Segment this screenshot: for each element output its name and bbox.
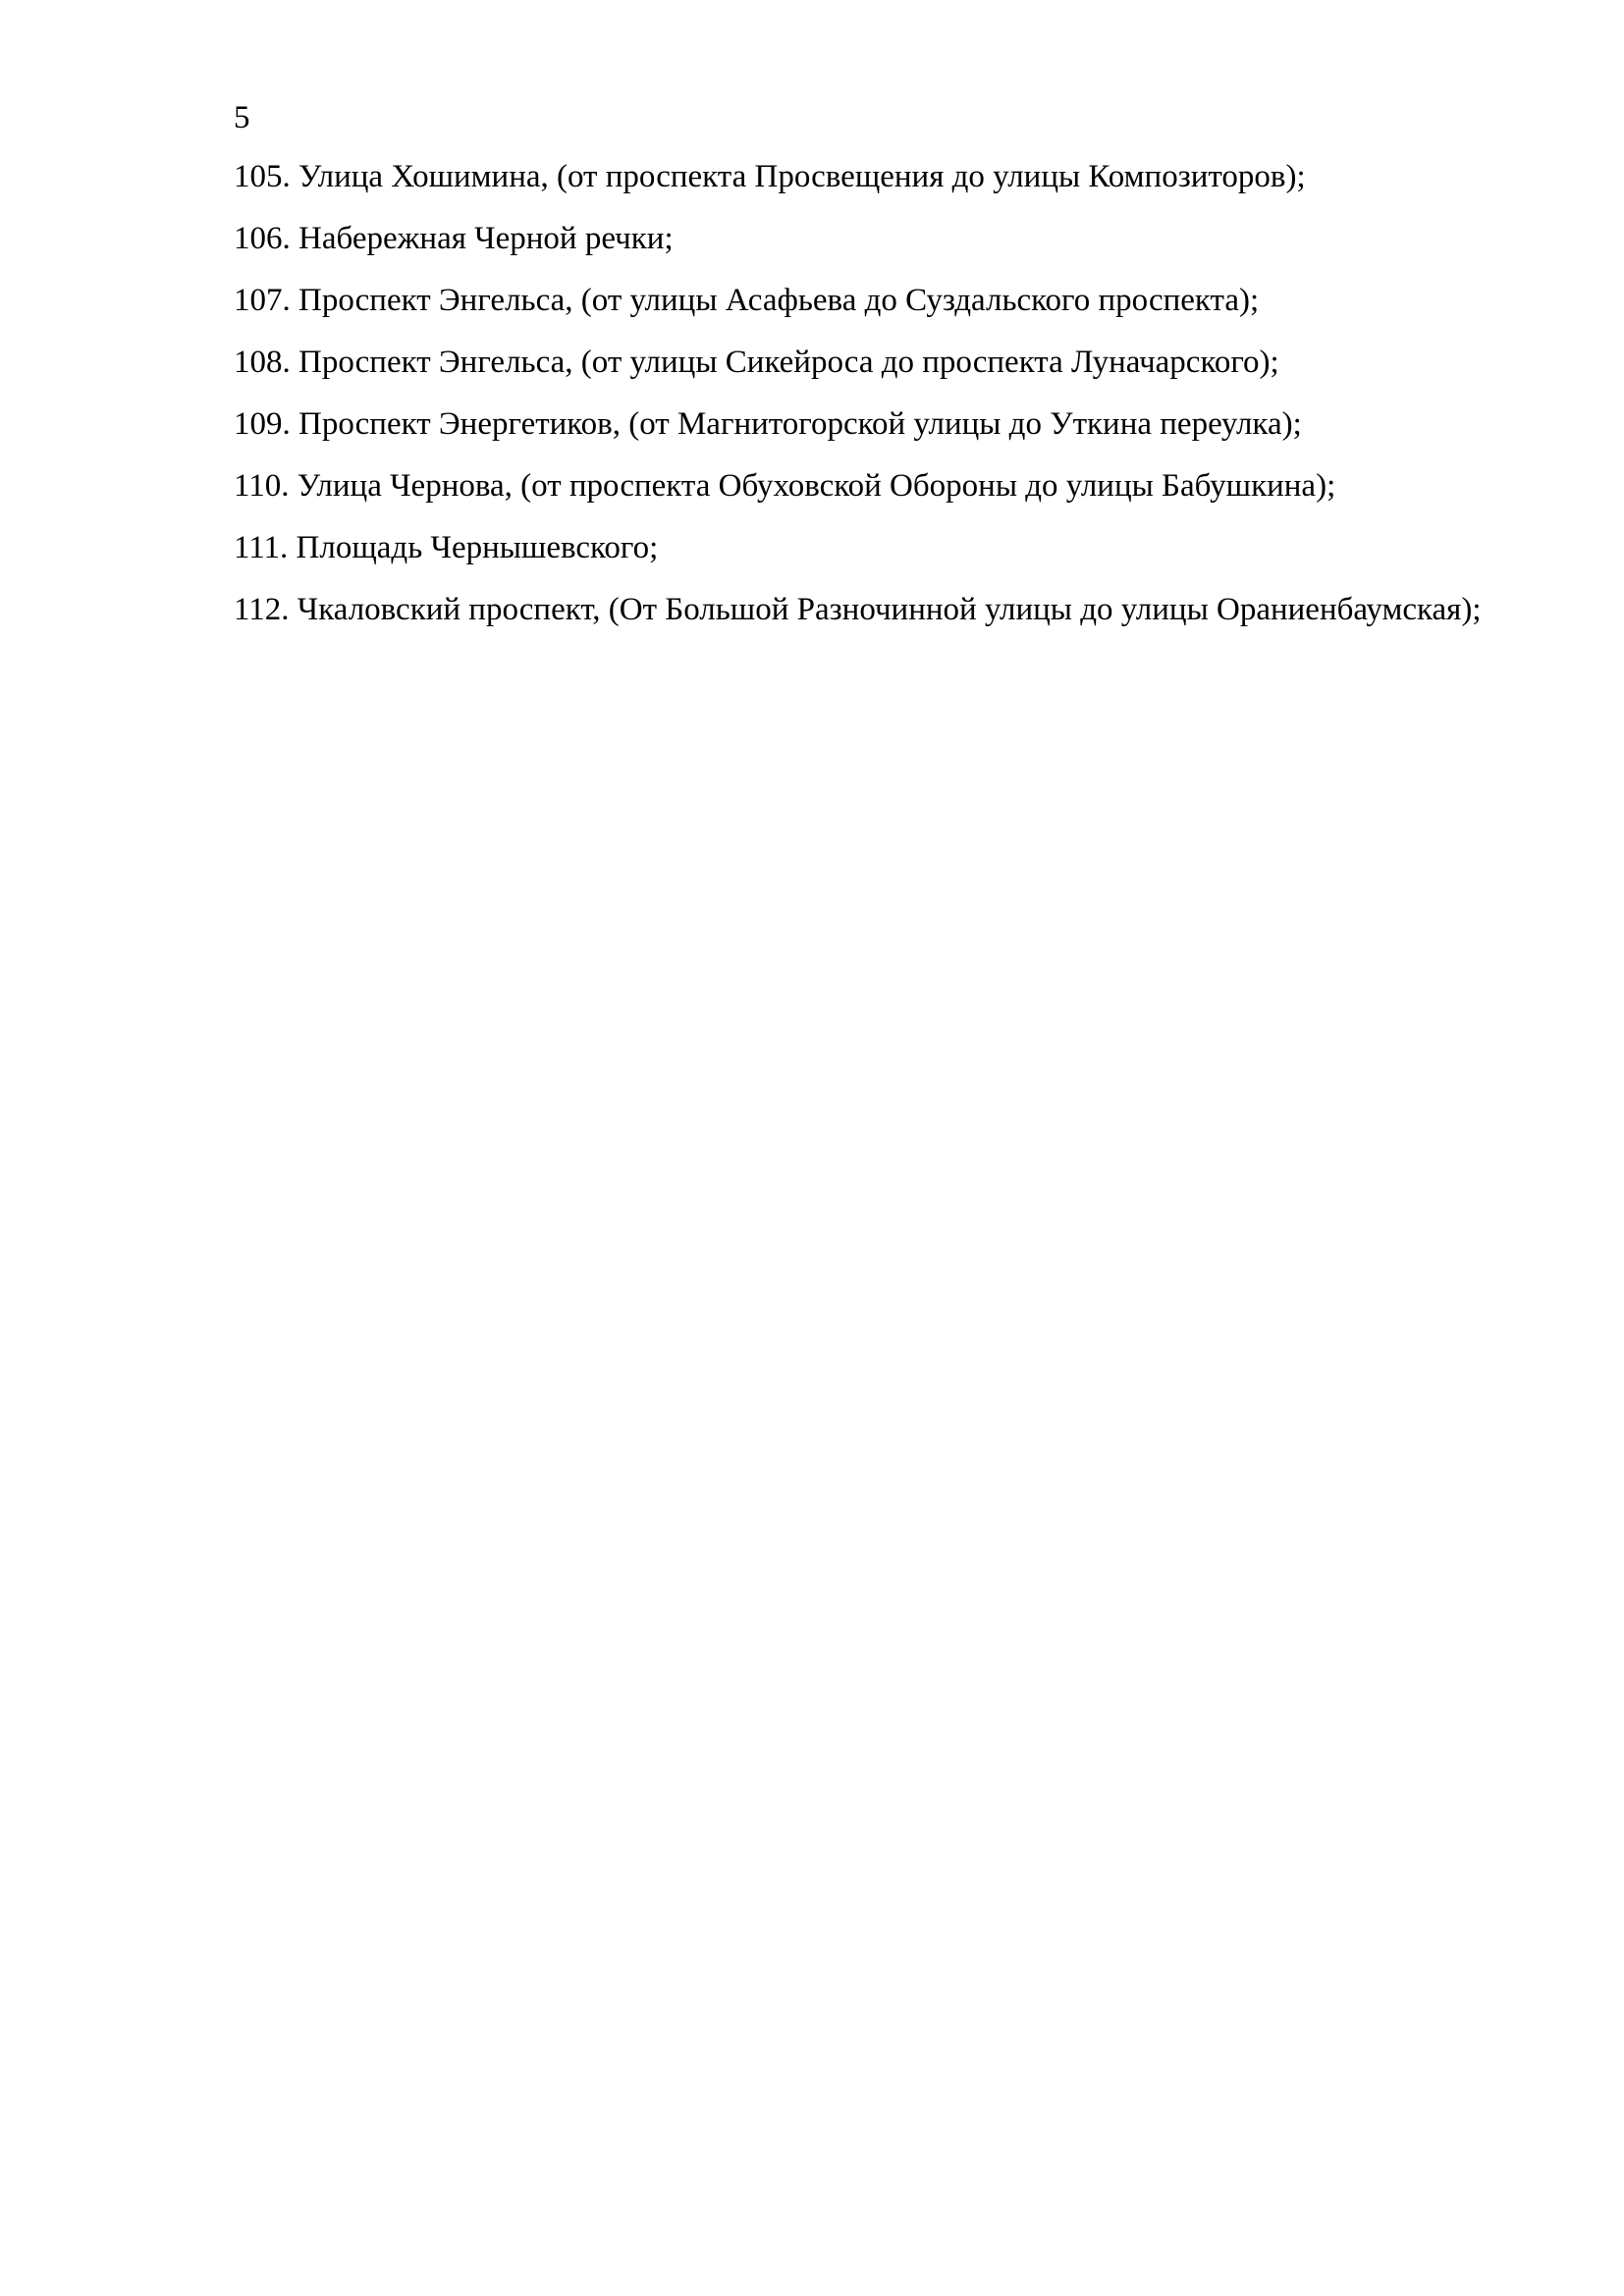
page-number: 5 — [234, 100, 250, 135]
list-item: 108. Проспект Энгельса, (от улицы Сикейроса до проспекта Луначарского); — [234, 345, 1279, 380]
list-item: 112. Чкаловский проспект, (От Большой Разночинной улицы до улицы Ораниенбаумская); — [234, 592, 1482, 627]
list-item: 109. Проспект Энергетиков, (от Магнитогорской улицы до Уткина переулка); — [234, 406, 1302, 442]
list-item: 106. Набережная Черной речки; — [234, 221, 674, 256]
list-item: 107. Проспект Энгельса, (от улицы Асафьева до Суздальского проспекта); — [234, 283, 1260, 318]
list-item: 105. Улица Хошимина, (от проспекта Просвещения до улицы Композиторов); — [234, 159, 1306, 194]
list-item: 110. Улица Чернова, (от проспекта Обуховской Обороны до улицы Бабушкина); — [234, 468, 1336, 504]
list-item: 111. Площадь Чернышевского; — [234, 530, 659, 565]
street-list — [234, 155, 1510, 650]
